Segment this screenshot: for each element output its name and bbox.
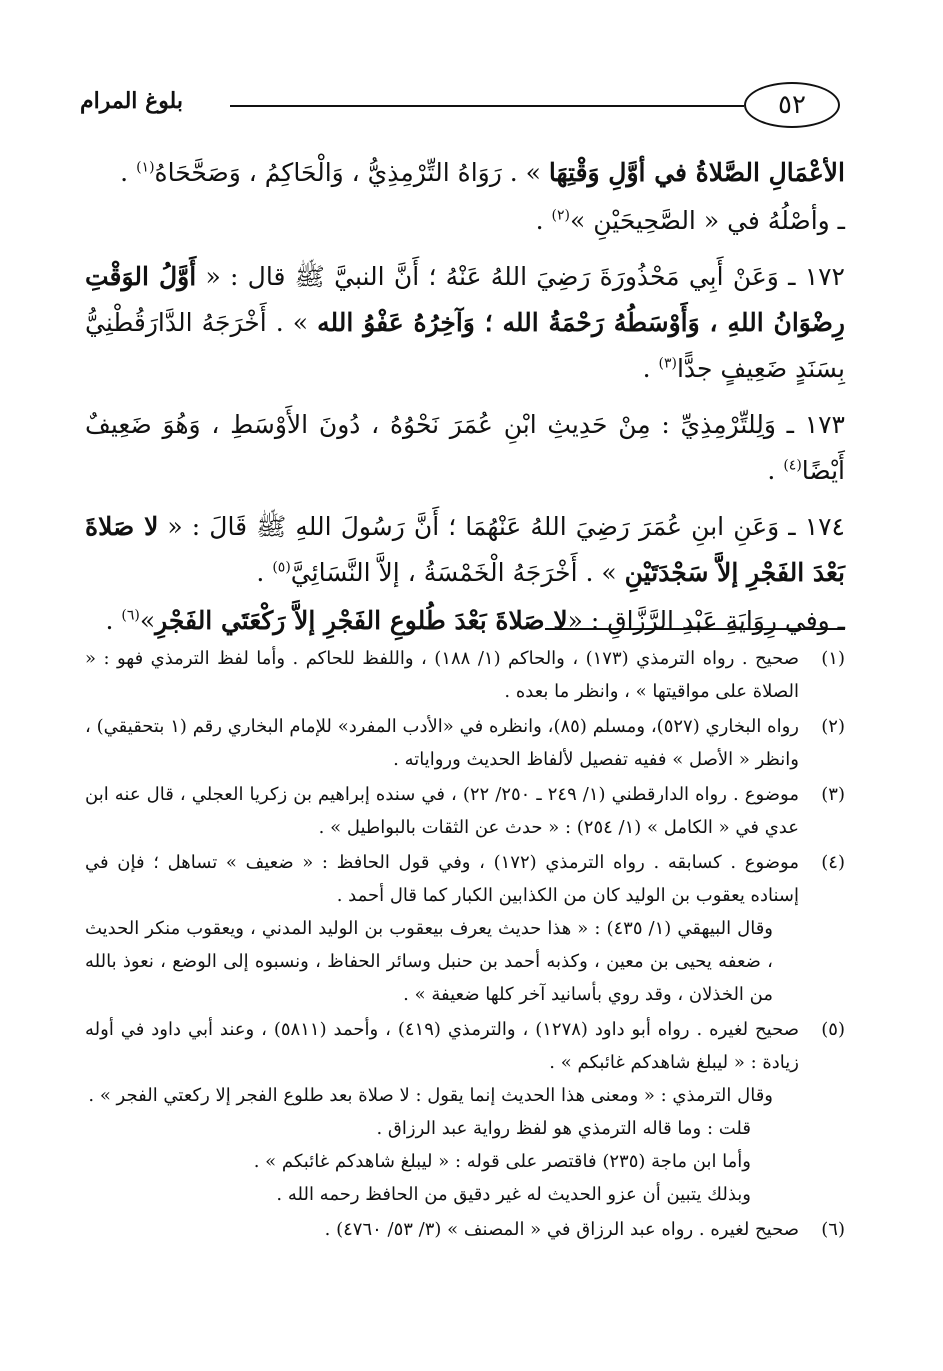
narration-text: ـ وفي رِوَايَةِ عَبْدِ الرَّزَّاقِ : « [567,606,845,635]
paragraph-continuation: الأعْمَالِ الصَّلاةُ في أوَّلِ وَقْتِهَا » . رَوَاهُ التِّرْمِذِيُّ ، وَالْحَاكِمُ ، وَصَحَّحَاهُ$^{(١)}$ . [120,158,845,187]
footnote-text: وقال الترمذي : « ومعنى هذا الحديث إنما يقول : لا صلاة بعد طلوع الفجر إلا ركعتي الفجر » . [88,1085,773,1106]
page-number: ٥٢ [744,82,840,128]
footnote-text: موضوع . كسابقه . رواه الترمذي (١٧٢) ، وفي قول الحافظ : « ضعيف » تساهل ؛ فإن في إسناده يعقوب بن الوليد كان من الكذابين الكبار كما قال أحمد . [85,852,799,906]
header-rule [230,105,744,107]
footnote [85,642,845,708]
paragraph-origin: ـ وأصْلُهُ في « الصَّحِيحَيْنِ »$^{(٢)}$ . [535,206,845,235]
footnote-ref[interactable]: (٢) [551,207,570,224]
footnote-ref[interactable]: (٣) [658,355,677,372]
footnote-ref[interactable]: (٤) [783,457,802,474]
riwaya-abd-alrazzaq: ـ وفي رِوَايَةِ عَبْدِ الرَّزَّاقِ : «لا صَلاةَ بَعْدَ طُلوعِ الفَجْرِ إلاَّ رَكْعَتَي الفَجْرِ»$^{(٦)}$ . [105,606,845,635]
narration-text: » . أَخْرَجَهُ الدَّارَقُطْنِيُّ بِسَنَدٍ ضَعِيفٍ جدًّا [85,308,845,383]
narration-text: ١٧٢ ـ وَعَنْ أَبِي مَحْذُورَةَ رَضِيَ اللهُ عَنْهُ ؛ أَنَّ النبيَّ ﷺ قال : « [196,262,845,291]
footnote [85,1213,845,1246]
page-header [80,82,840,132]
hadith-quote: الأعْمَالِ الصَّلاةُ في أوَّلِ وَقْتِهَا [548,158,845,187]
footnote-text: قلت : وما قاله الترمذي هو لفظ رواية عبد الرزاق . [376,1118,751,1139]
narration-text: ١٧٣ ـ وَلِلتِّرْمِذِيِّ : مِنْ حَدِيثِ ابْنِ عُمَرَ نَحْوُهُ ، دُونَ الأَوْسَطِ ، وَهُوَ ضَعِيفٌ أَيْضًا [85,410,845,485]
footnote-number: (١) [821,648,845,669]
hadith-quote: أَوَّلُ الوَقْتِ رِضْوَانُ اللهِ ، وَأَوْسَطُهُ رَحْمَةُ الله ؛ وَآخِرُهُ عَفْوُ الله [85,262,846,337]
footnote-text: صحيح لغيره . رواه أبو داود (١٢٧٨) ، والترمذي (٤١٩) ، وأحمد (٥٨١١) ، وعند أبي داود في أوله زيادة : « ليبلغ شاهدكم غائبكم » . [85,1019,799,1073]
main-text [85,150,845,654]
footnote-ref[interactable]: (٥) [272,559,291,576]
footnote-text: موضوع . رواه الدارقطني (١/ ٢٤٩ ـ ٢٥٠/ ٢٢) ، في سنده إبراهيم بن زكريا العجلي ، قال عنه ابن عدي في « الكامل » (١/ ٢٥٤) : « حدث عن الثقات بالبواطيل » . [85,784,799,838]
hadith-174: ١٧٤ ـ وَعَنِ ابنِ عُمَرَ رَضِيَ اللهُ عَنْهُمَا ؛ أَنَّ رَسُولَ اللهِ ﷺ قَالَ : « لا صَلاةَ بَعْدَ الفَجْرِ إلاَّ سَجْدَتَيْنِ » . أَخْرَجَهُ الْخَمْسَةُ ، إلاَّ النَّسَائِيَّ$^{(٥)}$ . [85,512,845,587]
narration-text: ١٧٤ ـ وَعَنِ ابنِ عُمَرَ رَضِيَ اللهُ عَنْهُمَا ؛ أَنَّ رَسُولَ اللهِ ﷺ قَالَ : « [158,512,845,541]
hadith-172: ١٧٢ ـ وَعَنْ أَبِي مَحْذُورَةَ رَضِيَ اللهُ عَنْهُ ؛ أَنَّ النبيَّ ﷺ قال : « أَوَّلُ الوَقْتِ رِضْوَانُ اللهِ ، وَأَوْسَطُهُ رَحْمَةُ الله ؛ وَآخِرُهُ عَفْوُ الله » . أَخْرَجَهُ الدَّارَقُطْنِيُّ بِسَنَدٍ ضَعِيفٍ جدًّا$^{(٣)}$ . [85,262,846,383]
footnote-text: رواه البخاري (٥٢٧)، ومسلم (٨٥)، وانظره في «الأدب المفرد» للإمام البخاري رقم (١ بتحقيقي) ، وانظر « الأصل » ففيه تفصيل لألفاظ الحديث ورواياته . [85,716,799,770]
hadith-quote: لا صَلاةَ بَعْدَ الفَجْرِ إلاَّ سَجْدَتَيْنِ [85,512,845,587]
footnote-ref[interactable]: (٦) [121,607,140,624]
footnote [85,710,845,776]
book-title: بلوغ المرام [80,88,183,114]
footnotes [85,642,845,1248]
narration-text: » . أَخْرَجَهُ الْخَمْسَةُ ، إلاَّ النَّسَائِيَّ [290,558,625,587]
footnote-text: وأما ابن ماجة (٢٣٥) فاقتصر على قوله : « ليبلغ شاهدكم غائبكم » . [253,1151,751,1172]
footnote-number: (٥) [821,1019,845,1040]
footnote-text: صحيح لغيره . رواه عبد الرزاق في « المصنف » (٣/ ٥٣/ ٤٧٦٠) . [324,1219,799,1240]
footnote-number: (٦) [821,1219,845,1240]
footnote-text: وقال البيهقي (١/ ٤٣٥) : « هذا حديث يعرف بيعقوب بن الوليد المدني ، ويعقوب منكر الحديث ، ضعفه يحيى بن معين ، وكذبه أحمد بن حنبل وسائر الحفاظ ، ونسبوه إلى الوضع ، نعوذ بالله من الخذلان ، وقد روي بأسانيد آخر كلها ضعيفة » . [85,918,773,1005]
footnote-number: (٤) [821,852,845,873]
footnote-text: صحيح . رواه الترمذي (١٧٣) ، والحاكم (١/ ١٨٨) ، واللفظ للحاكم . وأما لفظ الترمذي فهو : « الصلاة على مواقيتها » ، وانظر ما بعده . [85,648,800,702]
hadith-quote: لا صَلاةَ بَعْدَ طُلوعِ الفَجْرِ إلاَّ رَكْعَتَي الفَجْرِ [155,606,568,635]
footnote-number: (٣) [821,784,845,805]
footnote [85,1013,845,1211]
narration-text: » . رَوَاهُ التِّرْمِذِيُّ ، وَالْحَاكِمُ ، وَصَحَّحَاهُ [154,158,549,187]
hadith-173: ١٧٣ ـ وَلِلتِّرْمِذِيِّ : مِنْ حَدِيثِ ابْنِ عُمَرَ نَحْوُهُ ، دُونَ الأَوْسَطِ ، وَهُوَ ضَعِيفٌ أَيْضًا$^{(٤)}$ . [85,410,845,485]
narration-text: ـ وأصْلُهُ في « الصَّحِيحَيْنِ » [570,206,845,235]
footnote-ref[interactable]: (١) [136,159,155,176]
footnote [85,846,845,1011]
footnote-text: وبذلك يتبين أن عزو الحديث له غير دقيق من الحافظ رحمه الله . [276,1184,751,1205]
footnote [85,778,845,844]
footnote-number: (٢) [821,716,845,737]
